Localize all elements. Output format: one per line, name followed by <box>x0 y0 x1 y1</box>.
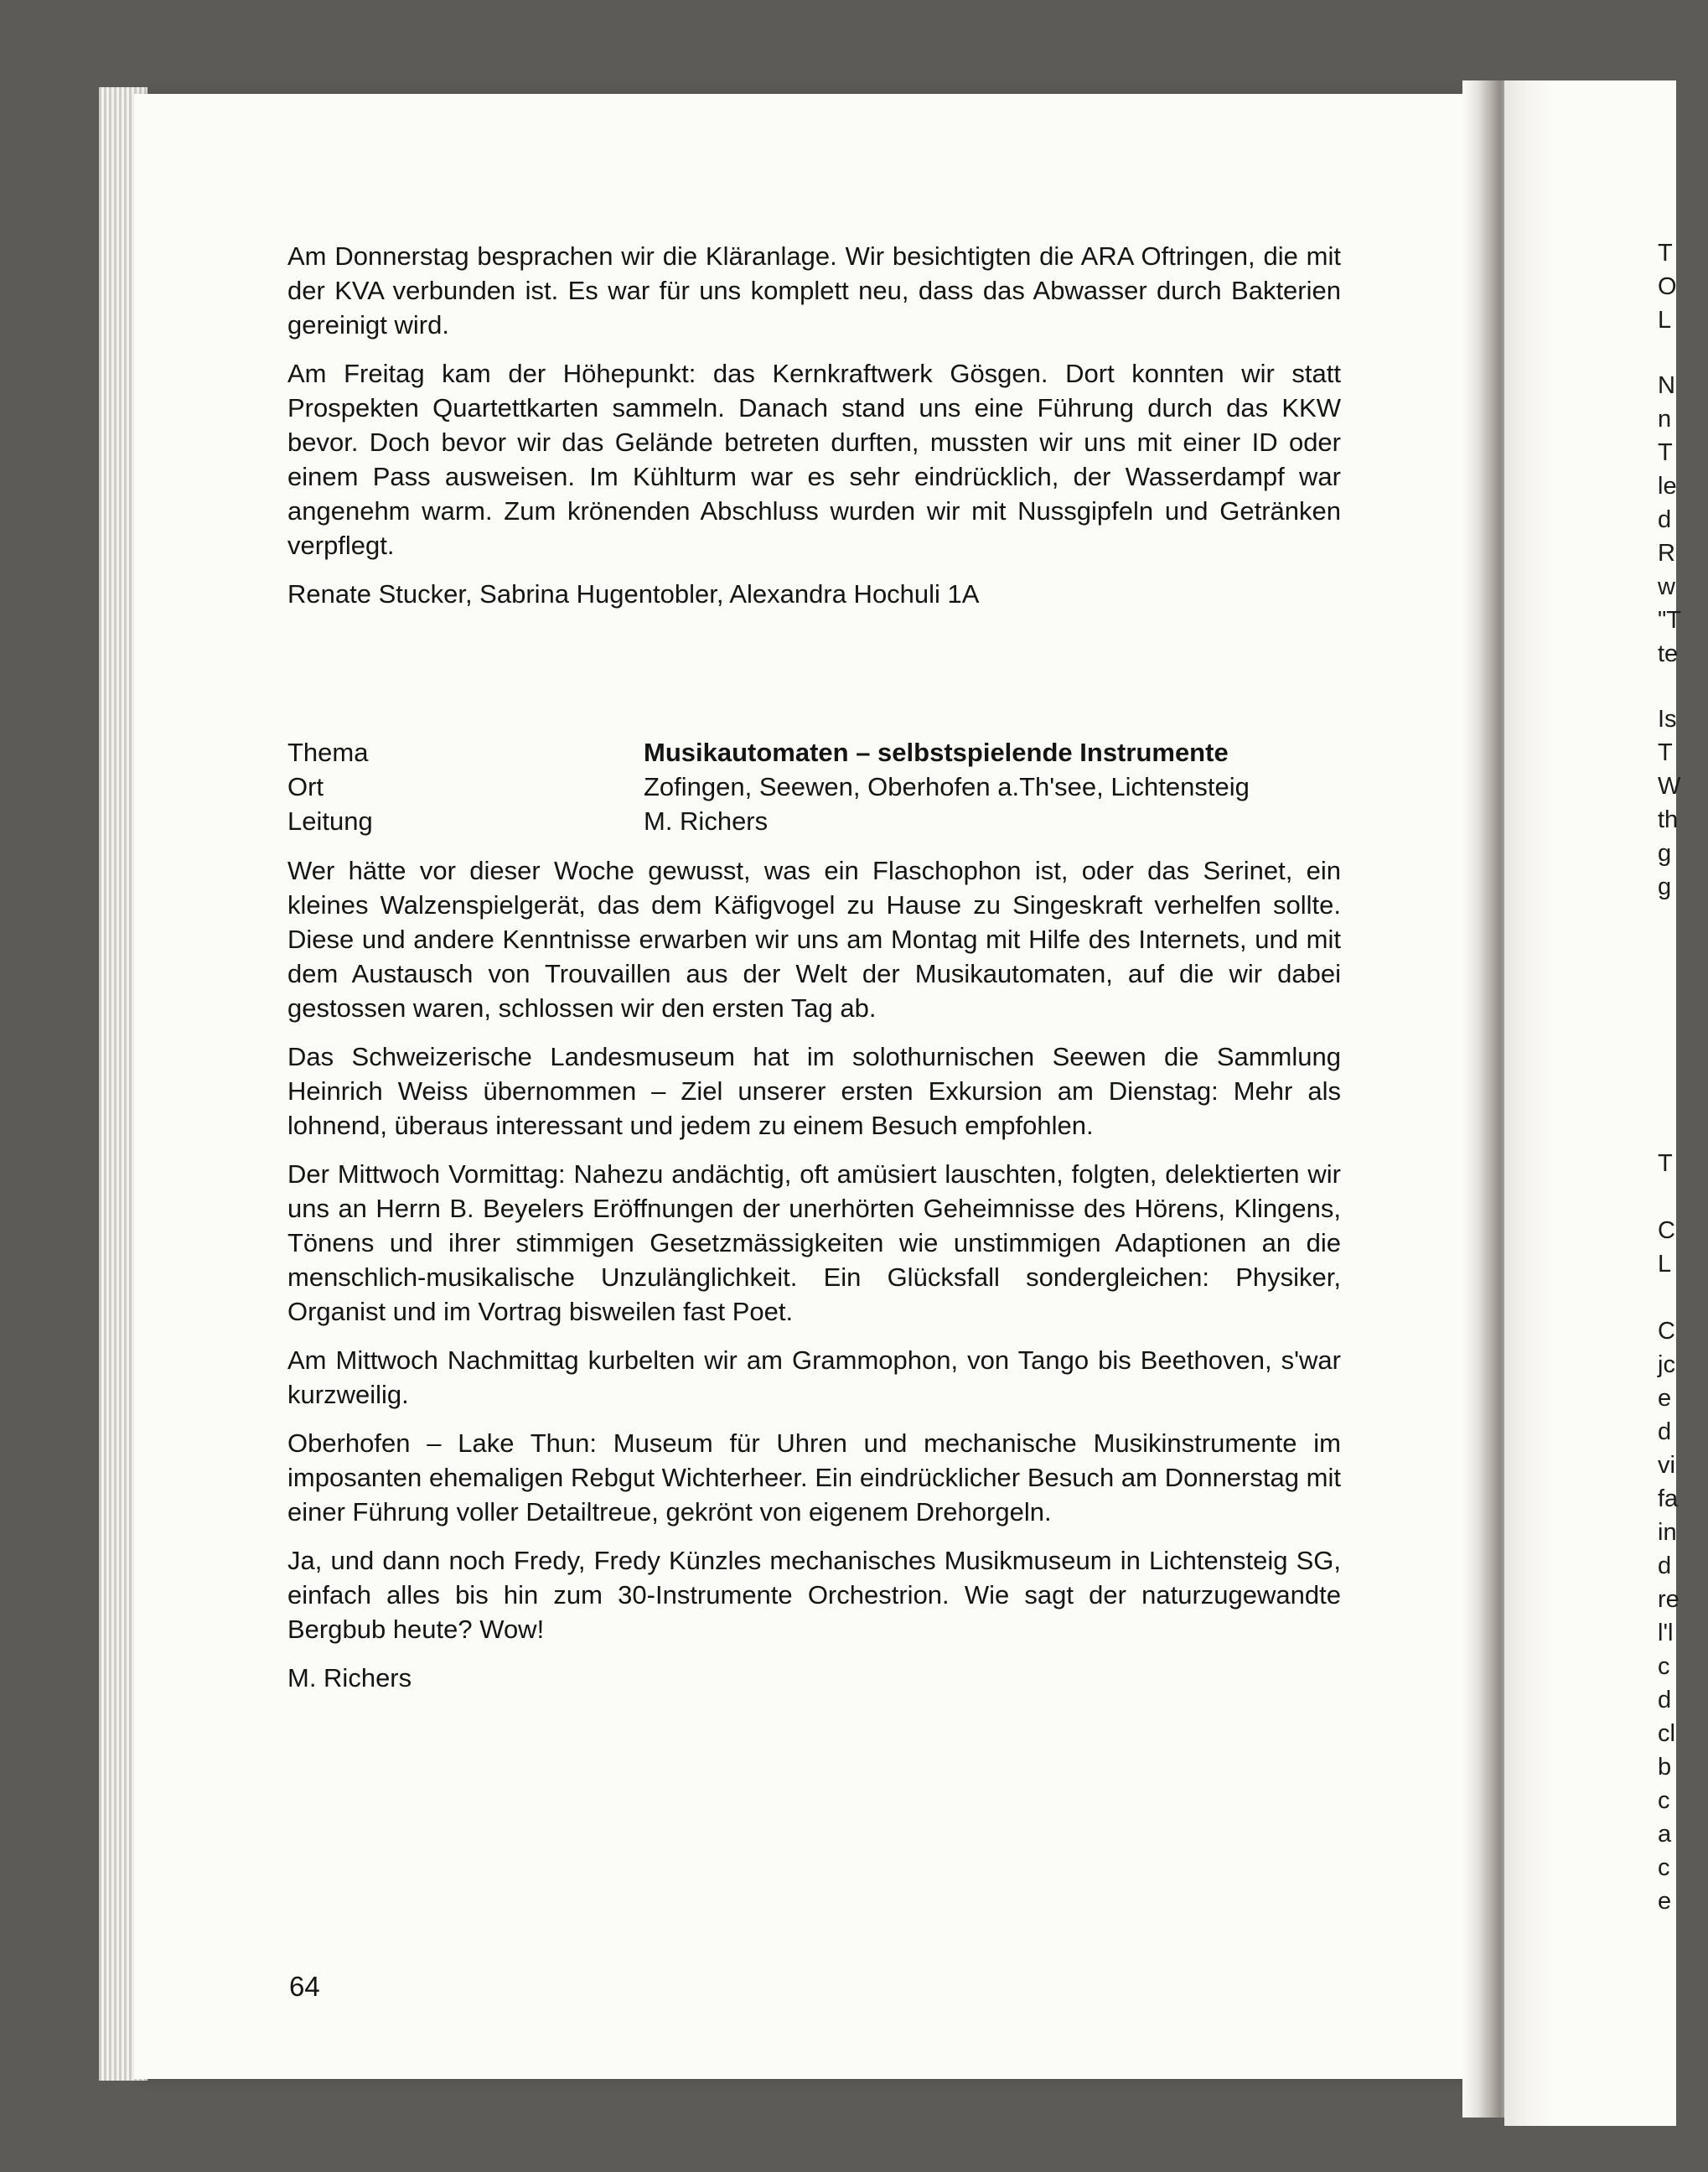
paragraph-oberhofen: Oberhofen – Lake Thun: Museum für Uhren und mechanische Musikinstrumente im imposanten ehemaligen Rebgut Wichterheer. Ein eindrücklicher Besuch am Donnerstag mit einer Führung voller Detailtreue, gekrönt von eigenem Drehorgeln. <box>287 1428 1341 1527</box>
paragraph-kkw: Am Freitag kam der Höhepunkt: das Kernkraftwerk Gösgen. Dort konnten wir statt Prospekten Quartettkarten sammeln. Danach stand uns eine Führung durch das KKW bevor. Doch bevor wir das Gelände betreten durften, mussten wir uns mit einer ID oder einem Pass ausweisen. Im Kühlturm war es sehr eindrücklich, der Wasserdampf war angenehm warm. Zum krönenden Abschluss wurden wir mit Nussgipfeln und Getränken verpflegt. <box>287 359 1341 560</box>
leitung-label: Leitung <box>287 806 373 836</box>
right-page-fragment: T <box>1658 240 1673 267</box>
right-page-fragment: T <box>1658 739 1673 766</box>
right-page-fragment: jc <box>1658 1351 1675 1378</box>
page-content <box>287 239 1341 1709</box>
right-page-fragment: fa <box>1658 1485 1679 1512</box>
right-page-fragment: te <box>1658 640 1679 667</box>
course-info <box>287 735 1341 838</box>
right-page-fragment: L <box>1658 1251 1672 1278</box>
right-page-fragment: d <box>1658 506 1672 533</box>
paragraph-mittwoch-vormittag: Der Mittwoch Vormittag: Nahezu andächtig, oft amüsiert lauschten, folgten, delektierten wir uns an Herrn B. Beyelers Eröffnungen der unerhörten Geheimnisse des Hörens, Klingens, Tönens und ihrer stimmigen Gesetzmässigkeiten wie unstimmigen Adaptionen an die menschlich-musikalische Unzulänglichkeit. Ein Glücksfall sondergleichen: Physiker, Organist und im Vortrag bisweilen fast Poet. <box>287 1159 1341 1326</box>
right-page-fragment: L <box>1658 307 1672 334</box>
paragraph-mittwoch-nachmittag: Am Mittwoch Nachmittag kurbelten wir am Grammophon, von Tango bis Beethoven, s'war kurzweilig. <box>287 1345 1341 1409</box>
right-page-fragment: vi <box>1658 1452 1675 1479</box>
right-page <box>1504 80 1682 2126</box>
right-page-fragment: re <box>1658 1586 1680 1613</box>
student-signature: Renate Stucker, Sabrina Hugentobler, Alexandra Hochuli 1A <box>287 579 980 609</box>
right-page-fragment: cl <box>1658 1720 1675 1747</box>
right-page-fragment: T <box>1658 1150 1673 1177</box>
right-page-fragment: O <box>1658 273 1677 300</box>
ort-label: Ort <box>287 772 324 801</box>
page-number: 64 <box>289 1971 320 2002</box>
ort-row <box>287 770 1341 804</box>
right-page-fragment: b <box>1658 1754 1672 1781</box>
right-page-fragment: g <box>1658 840 1672 867</box>
right-page-fragment: C <box>1658 1318 1675 1345</box>
right-page-fragment: d <box>1658 1553 1672 1579</box>
right-page-fragment: in <box>1658 1519 1677 1546</box>
right-page-fragment: le <box>1658 473 1677 500</box>
right-page-fragment: W <box>1658 773 1681 800</box>
right-page-fragment: e <box>1658 1888 1672 1915</box>
right-page-fragment: a <box>1658 1821 1672 1848</box>
right-page-fragment: "T <box>1658 607 1682 634</box>
right-page-fragment: c <box>1658 1854 1670 1881</box>
ort-value: Zofingen, Seewen, Oberhofen a.Th'see, Lichtensteig <box>644 772 1250 801</box>
paragraph-montag: Wer hätte vor dieser Woche gewusst, was ein Flaschophon ist, oder das Serinet, ein kleines Walzenspielgerät, das dem Käfigvogel zu Hause zu Singeskraft verhelfen sollte. Diese und andere Kenntnisse erwarben wir uns am Montag mit Hilfe des Internets, und mit dem Austausch von Trouvaillen aus der Welt der Musikautomaten, auf die wir dabei gestossen waren, schlossen wir den ersten Tag ab. <box>287 856 1341 1023</box>
right-page-fragment: g <box>1658 873 1672 900</box>
thema-label: Thema <box>287 738 369 767</box>
right-page-fragment: R <box>1658 540 1675 567</box>
right-page-fragment: N <box>1658 372 1675 399</box>
paragraph-ara: Am Donnerstag besprachen wir die Kläranlage. Wir besichtigten die ARA Oftringen, die mit der KVA verbunden ist. Es war für uns komplett neu, dass das Abwasser durch Bakterien gereinigt wird. <box>287 241 1341 340</box>
right-page-fragment: d <box>1658 1418 1672 1445</box>
author-signature: M. Richers <box>287 1663 412 1693</box>
right-page-fragment: l'l <box>1658 1620 1674 1646</box>
right-page-fragment: th <box>1658 806 1679 833</box>
right-page-fragment: T <box>1658 439 1673 466</box>
paragraph-lichtensteig: Ja, und dann noch Fredy, Fredy Künzles mechanisches Musikmuseum in Lichtensteig SG, einfach alles bis hin zum 30-Instrumente Orchestrion. Wie sagt der naturzugewandte Bergbub heute? Wow! <box>287 1546 1341 1644</box>
right-page-fragment: w <box>1658 573 1675 600</box>
paragraph-seewen: Das Schweizerische Landesmuseum hat im solothurnischen Seewen die Sammlung Heinrich Weiss übernommen – Ziel unserer ersten Exkursion am Dienstag: Mehr als lohnend, überaus interessant und jedem zu einem Besuch empfohlen. <box>287 1042 1341 1140</box>
leitung-row <box>287 804 1341 838</box>
right-page-fragment: c <box>1658 1787 1670 1814</box>
right-page-fragment: C <box>1658 1217 1675 1244</box>
right-page-fragment: e <box>1658 1385 1672 1412</box>
right-page-fragment: n <box>1658 406 1672 433</box>
thema-row <box>287 735 1341 770</box>
right-page-fragment: Is <box>1658 706 1677 733</box>
right-page-fragment: c <box>1658 1653 1670 1680</box>
right-page-fragment: d <box>1658 1687 1672 1713</box>
leitung-value: M. Richers <box>644 806 769 836</box>
thema-value: Musikautomaten – selbstspielende Instrumente <box>644 738 1229 767</box>
